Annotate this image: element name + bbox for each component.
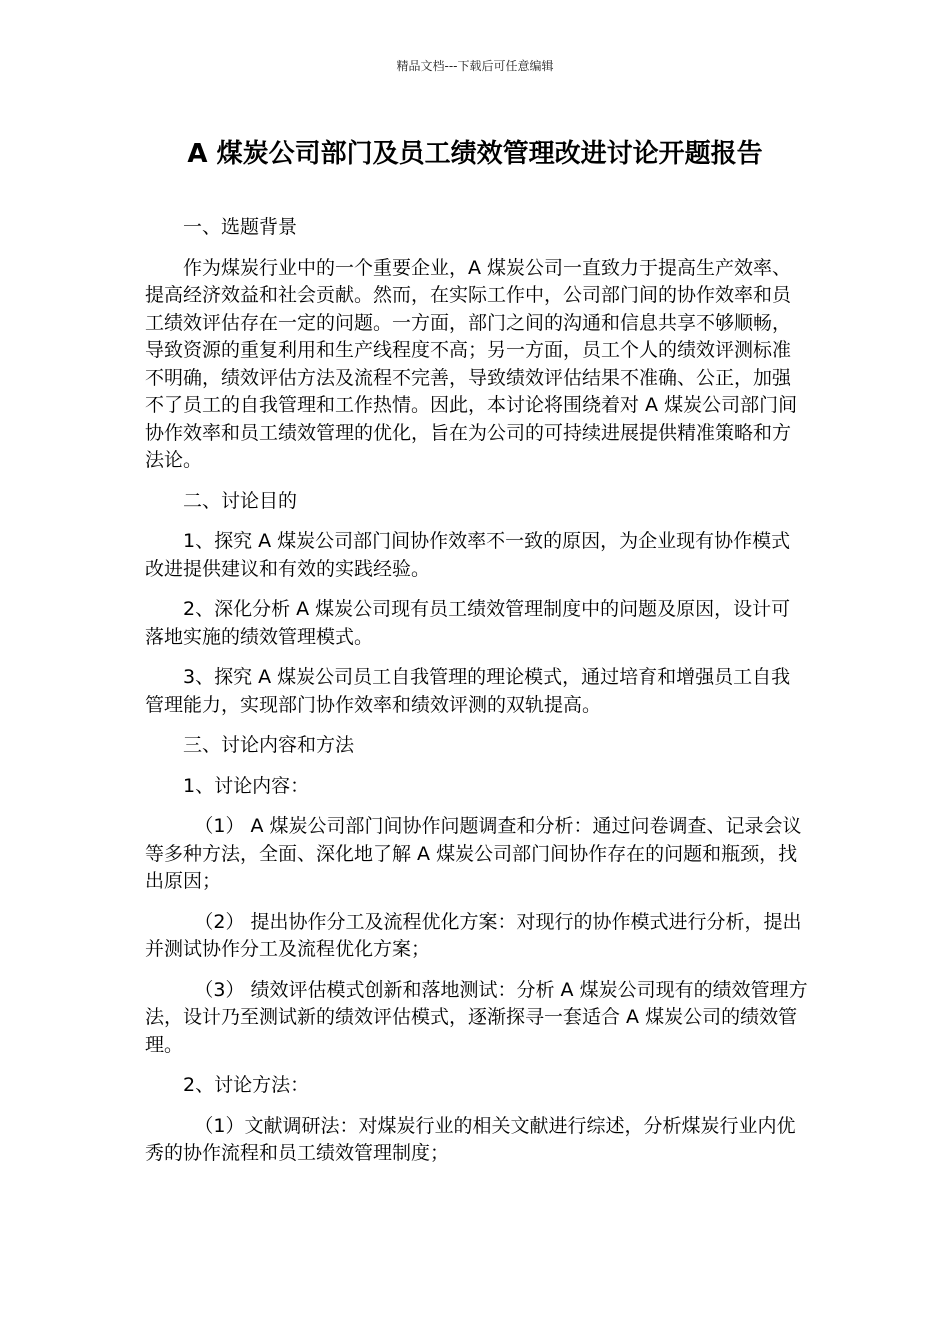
subheading-content: 1、讨论内容：	[183, 774, 310, 797]
purpose-item: 2、深化分析 A 煤炭公司现有员工绩效管理制度中的问题及原因，设计可落地实施的绩效管理模式。	[145, 598, 791, 648]
purpose-item: 3、探究 A 煤炭公司员工自我管理的理论模式，通过培育和增强员工自我管理能力，实现部门协作效率和绩效评测的双轨提高。	[145, 666, 791, 716]
section-heading-purpose: 二、讨论目的	[183, 489, 298, 512]
section-heading-content-method: 三、讨论内容和方法	[183, 734, 355, 756]
content-item: （1） A 煤炭公司部门间协作问题调查和分析：通过问卷调查、记录会议等多种方法，全面、深化地了解 A 煤炭公司部门间协作存在的问题和瓶颈，找出原因；	[145, 815, 802, 892]
method-item: （1）文献调研法：对煤炭行业的相关文献进行综述，分析煤炭行业内优秀的协作流程和员工绩效管理制度；	[145, 1114, 796, 1164]
content-item: （2） 提出协作分工及流程优化方案：对现行的协作模式进行分析，提出并测试协作分工及流程优化方案；	[145, 910, 802, 960]
document-title: A 煤炭公司部门及员工绩效管理改进讨论开题报告	[187, 139, 763, 169]
background-paragraph: 作为煤炭行业中的一个重要企业，A 煤炭公司一直致力于提高生产效率、提高经济效益和社会贡献。然而，在实际工作中，公司部门间的协作效率和员工绩效评估存在一定的问题。一方面，部门之间的沟通和信息共享不够顺畅，导致资源的重复利用和生产线程度不高；另一方面，员工个人的绩效评测标准不明确，绩效评估方法及流程不完善，导致绩效评估结果不准确、公正，加强不了员工的自我管理和工作热情。因此，本讨论将围绕着对 A 煤炭公司部门间协作效率和员工绩效管理的优化，旨在为公司的可持续进展提供精准策略和方法论。	[145, 256, 798, 471]
header-note: 精品文档---下载后可任意编辑	[396, 59, 554, 73]
purpose-item: 1、探究 A 煤炭公司部门间协作效率不一致的原因，为企业现有协作模式改进提供建议和有效的实践经验。	[145, 530, 791, 580]
section-heading-background: 一、选题背景	[183, 216, 298, 238]
content-item: （3） 绩效评估模式创新和落地测试：分析 A 煤炭公司现有的绩效管理方法，设计乃至测试新的绩效评估模式，逐渐探寻一套适合 A 煤炭公司的绩效管理。	[145, 978, 808, 1056]
subheading-method: 2、讨论方法：	[183, 1074, 310, 1096]
document-body	[145, 214, 809, 1181]
